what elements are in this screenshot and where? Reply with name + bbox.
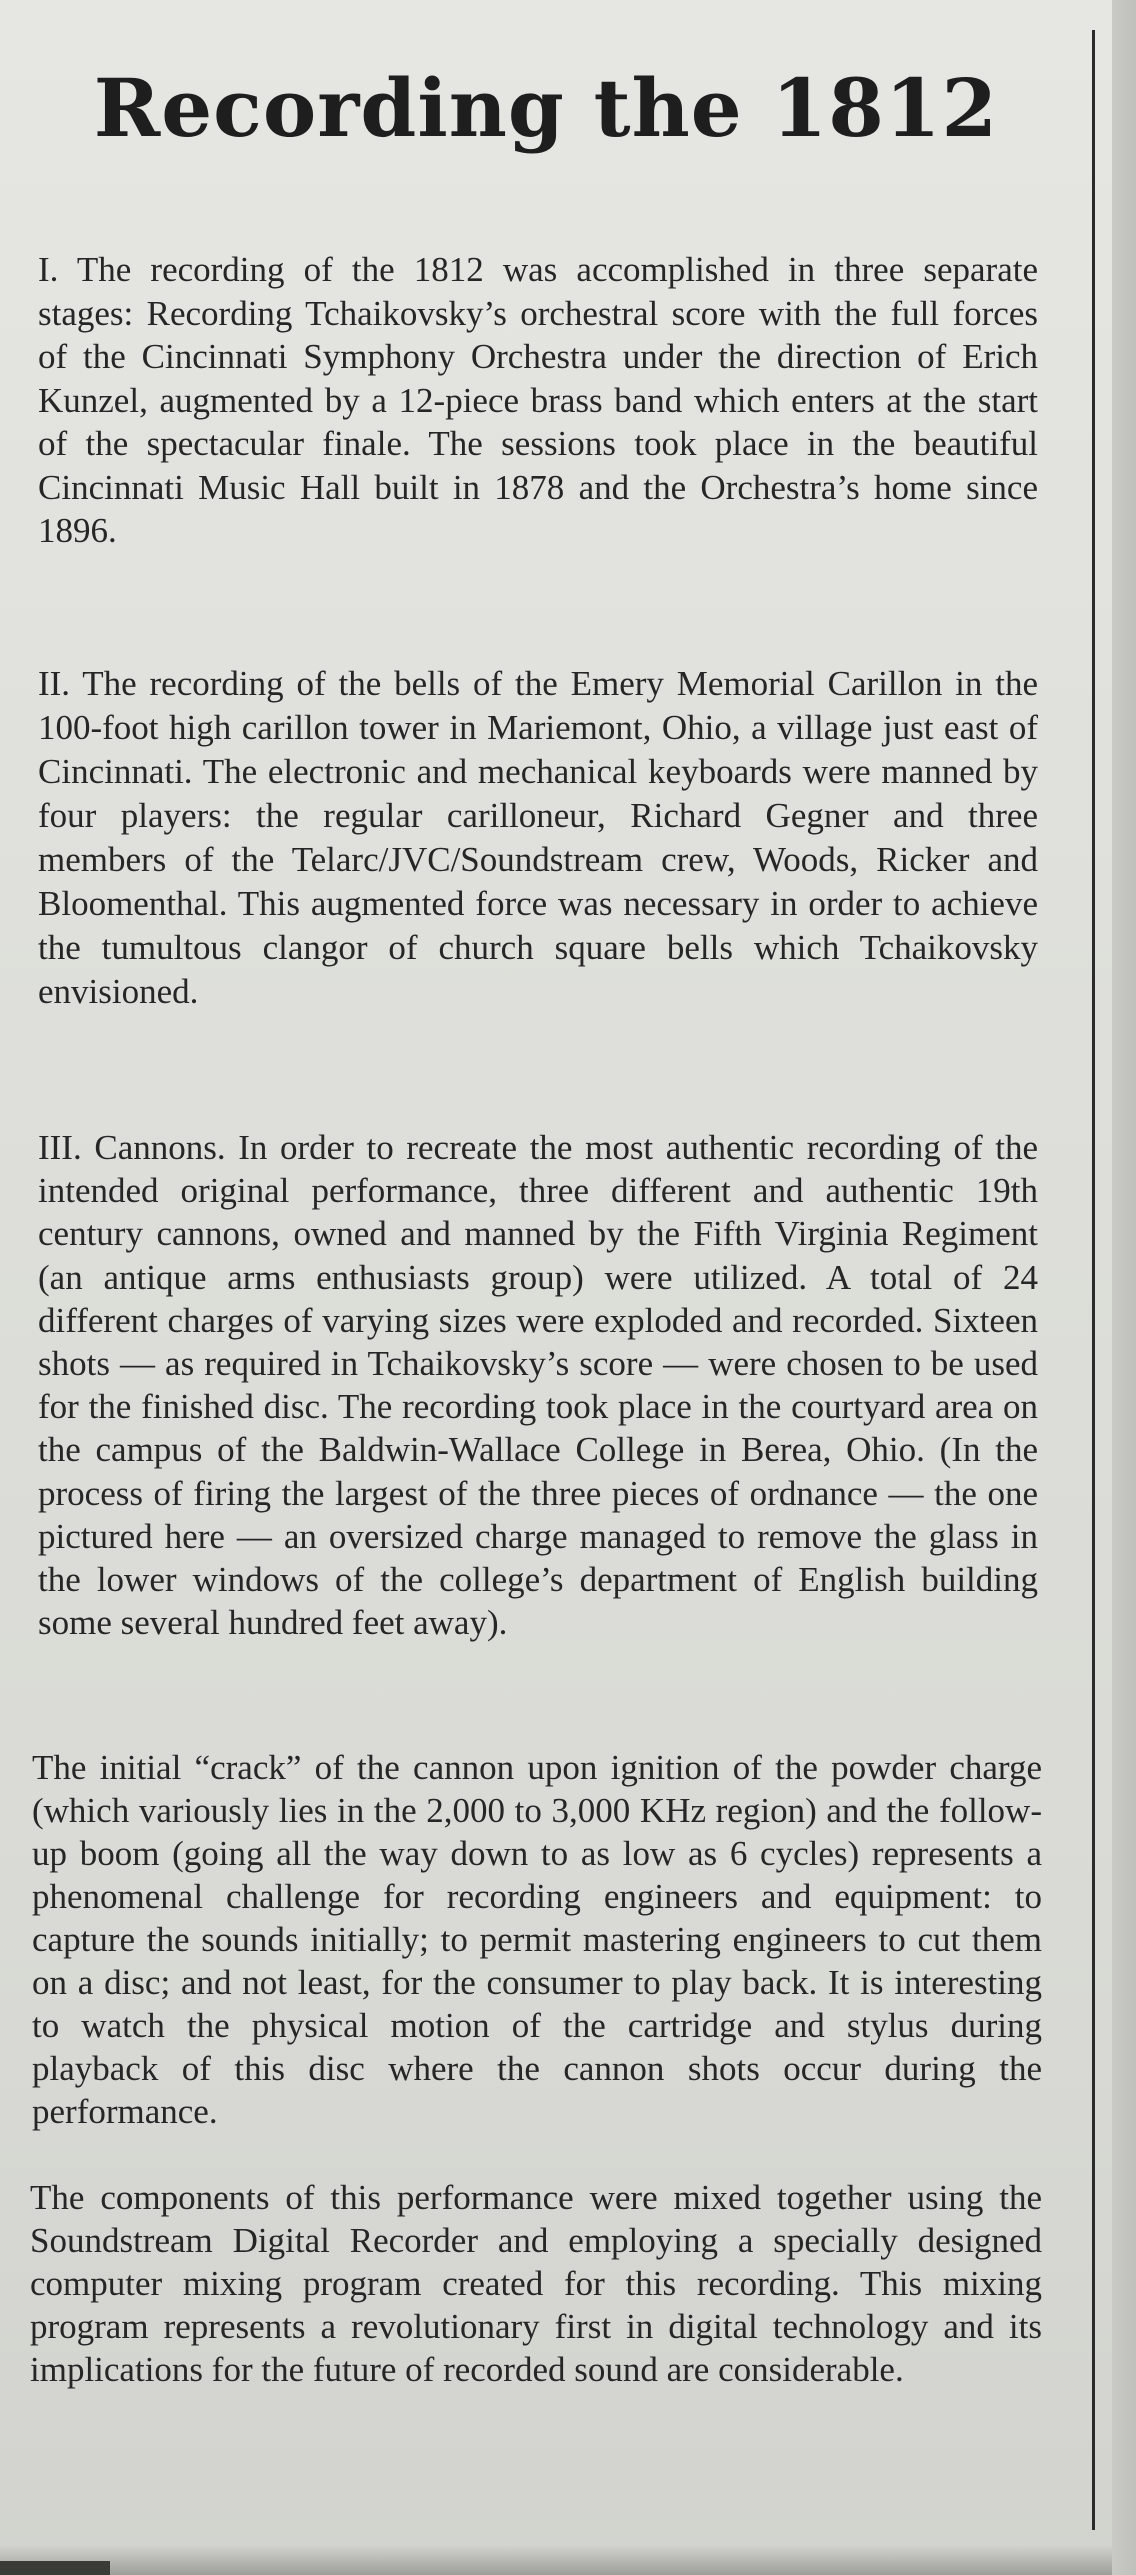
paragraph-stage-2: II. The recording of the bells of the Emery Memorial Carillon in the 100-foot high carillon tower in Mariemont, Ohio, a village just east of Cincinnati. The electronic and mechanical keyboards were manned by four players: the regular carilloneur, Richard Gegner and three members of the Telarc/JVC/Soundstream crew, Woods, Ricker and Bloomenthal. This augmented force was necessary in order to achieve the tumultous clangor of church square bells which Tchaikovsky envisioned. <box>38 664 1038 1011</box>
page-right-margin <box>1112 0 1136 2575</box>
page-corner-shadow <box>0 2561 110 2575</box>
page-border-line <box>1092 30 1095 2530</box>
page-title: Recording the 1812 <box>93 61 999 155</box>
paragraph-mixing: The components of this performance were mixed together using the Soundstream Digital Recorder and employing a specially designed computer mixing program created for this recording. This mixing program represents a revolutionary first in digital technology and its implications for the future of recorded sound are considerable. <box>30 2178 1042 2389</box>
paragraph-stage-3: III. Cannons. In order to recreate the most authentic recording of the intended original performance, three different and authentic 19th century cannons, owned and manned by the Fifth Virginia Regiment (an antique arms enthusiasts group) were utilized. A total of 24 different charges of varying sizes were exploded and recorded. Sixteen shots — as required in Tchaikovsky’s score — were chosen to be used for the finished disc. The recording took place in the courtyard area on the campus of the Baldwin-Wallace College in Berea, Ohio. (In the process of firing the largest of the three pieces of ordnance — the one pictured here — an oversized charge managed to remove the glass in the lower windows of the college’s department of English building some several hundred feet away). <box>38 1128 1038 1643</box>
paragraph-stage-1: I. The recording of the 1812 was accomplished in three separate stages: Recording Tchaikovsky’s orchestral score with the full forces of the Cincinnati Symphony Orchestra under the direction of Erich Kunzel, augmented by a 12-piece brass band which enters at the start of the spectacular finale. The sessions took place in the beautiful Cincinnati Music Hall built in 1878 and the Orchestra’s home since 1896. <box>38 250 1038 550</box>
page-bottom-shadow <box>0 2545 1112 2575</box>
paragraph-cannon-crack: The initial “crack” of the cannon upon ignition of the powder charge (which variously lies in the 2,000 to 3,000 KHz region) and the follow-up boom (going all the way down to as low as 6 cycles) represents a phenomenal challenge for recording engineers and equipment: to capture the sounds initially; to permit mastering engineers to cut them on a disc; and not least, for the consumer to play back. It is interesting to watch the physical motion of the cartridge and stylus during playback of this disc where the cannon shots occur during the performance. <box>32 1748 1042 2131</box>
